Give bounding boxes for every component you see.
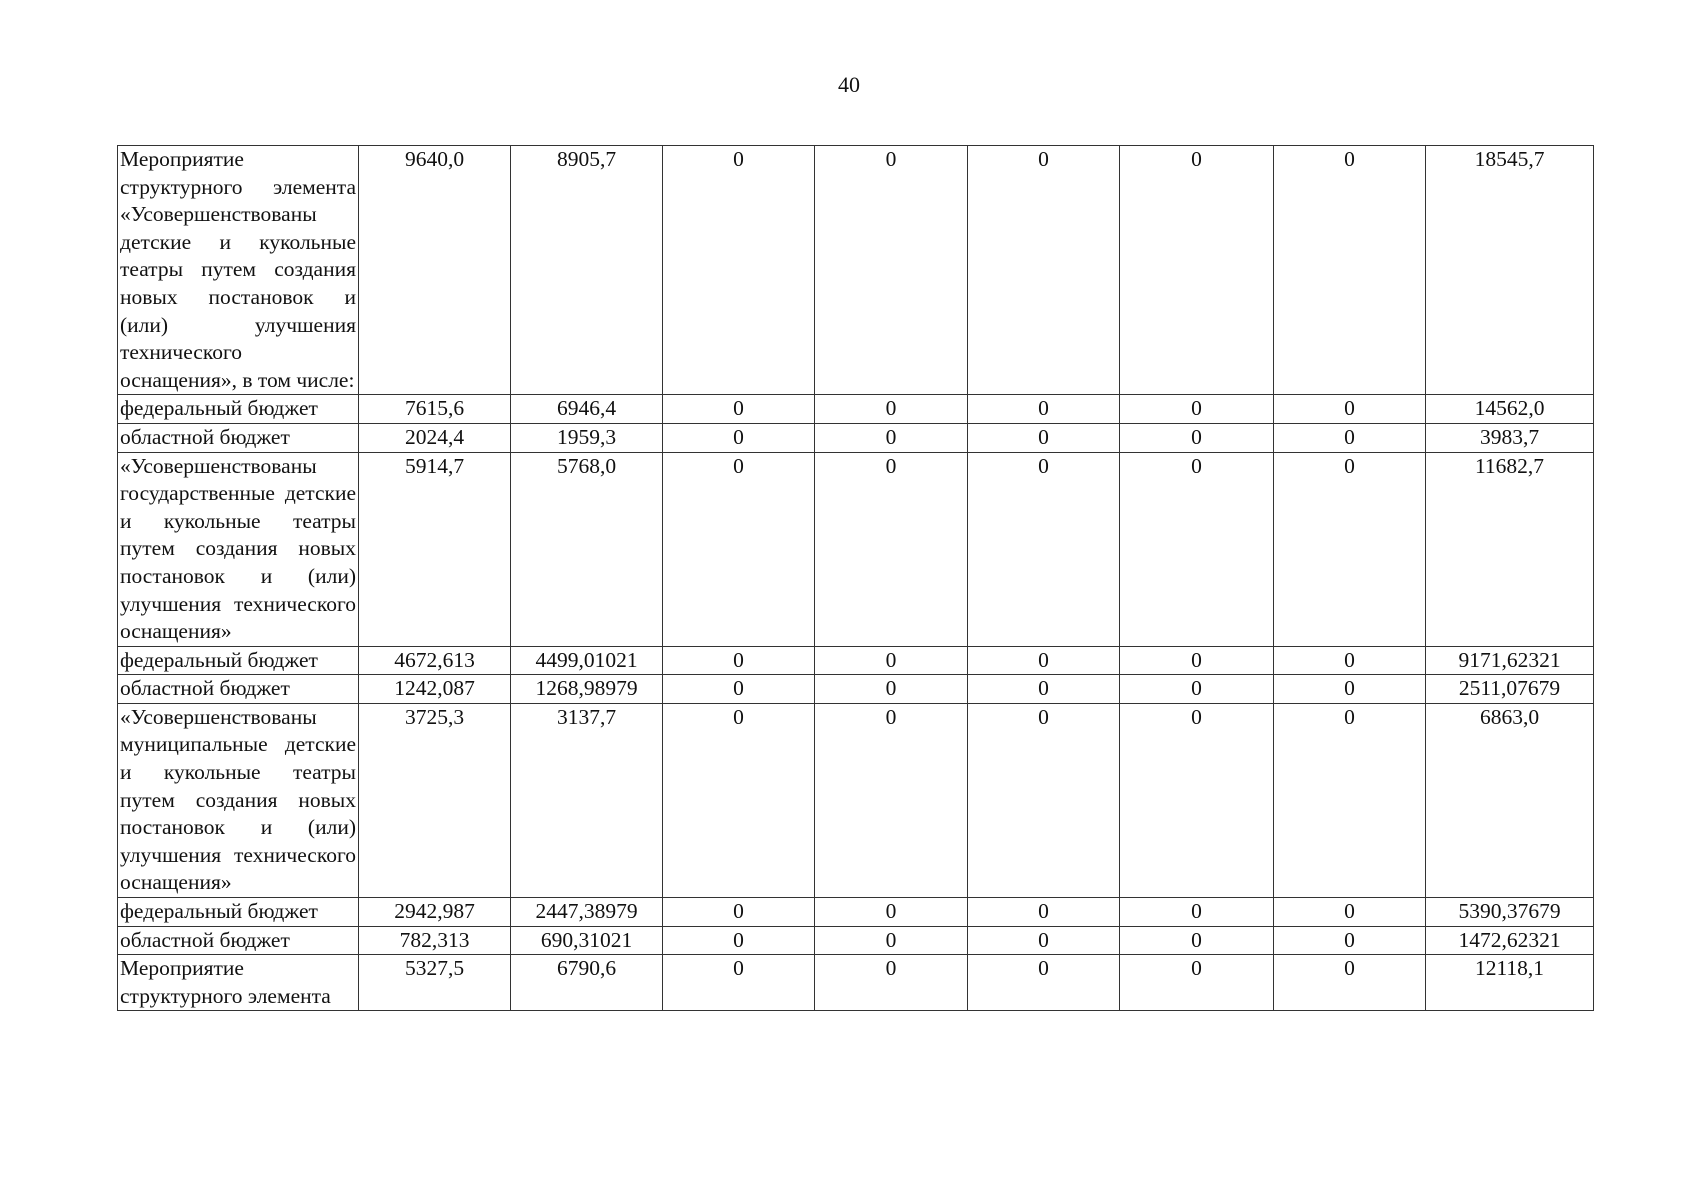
table-row — [118, 898, 1594, 927]
value-cell: 0 — [815, 898, 968, 927]
row-label: «Усовершенствованы муниципальные детские и кукольные театры путем создания новых постановок и (или) улучшения технического оснащения» — [118, 703, 359, 897]
total-cell: 14562,0 — [1426, 395, 1594, 424]
value-cell: 0 — [815, 926, 968, 955]
value-cell: 0 — [663, 646, 815, 675]
table-row — [118, 423, 1594, 452]
value-cell: 0 — [1120, 926, 1274, 955]
value-cell: 782,313 — [359, 926, 511, 955]
value-cell: 7615,6 — [359, 395, 511, 424]
value-cell: 0 — [663, 703, 815, 897]
value-cell: 5327,5 — [359, 955, 511, 1011]
value-cell: 0 — [663, 146, 815, 395]
value-cell: 2024,4 — [359, 423, 511, 452]
value-cell: 0 — [968, 703, 1120, 897]
value-cell: 0 — [1274, 646, 1426, 675]
value-cell: 6946,4 — [511, 395, 663, 424]
value-cell: 0 — [663, 898, 815, 927]
value-cell: 0 — [968, 926, 1120, 955]
value-cell: 0 — [1120, 452, 1274, 646]
row-label: «Усовершенствованы государственные детские и кукольные театры путем создания новых постановок и (или) улучшения технического оснащения» — [118, 452, 359, 646]
value-cell: 0 — [968, 423, 1120, 452]
value-cell: 0 — [815, 675, 968, 704]
value-cell: 0 — [815, 423, 968, 452]
value-cell: 0 — [663, 675, 815, 704]
total-cell: 5390,37679 — [1426, 898, 1594, 927]
value-cell: 0 — [1274, 955, 1426, 1011]
row-label: областной бюджет — [118, 423, 359, 452]
value-cell: 0 — [1120, 423, 1274, 452]
total-cell: 18545,7 — [1426, 146, 1594, 395]
row-label: федеральный бюджет — [118, 395, 359, 424]
total-cell: 1472,62321 — [1426, 926, 1594, 955]
value-cell: 0 — [1274, 146, 1426, 395]
value-cell: 2447,38979 — [511, 898, 663, 927]
value-cell: 0 — [968, 898, 1120, 927]
value-cell: 0 — [1274, 452, 1426, 646]
value-cell: 0 — [1120, 395, 1274, 424]
value-cell: 1959,3 — [511, 423, 663, 452]
table-row — [118, 146, 1594, 395]
row-label: областной бюджет — [118, 675, 359, 704]
value-cell: 0 — [1120, 146, 1274, 395]
value-cell: 4672,613 — [359, 646, 511, 675]
value-cell: 0 — [815, 452, 968, 646]
value-cell: 3137,7 — [511, 703, 663, 897]
value-cell: 5768,0 — [511, 452, 663, 646]
table-row — [118, 646, 1594, 675]
value-cell: 0 — [968, 675, 1120, 704]
value-cell: 0 — [1274, 675, 1426, 704]
table-row — [118, 955, 1594, 1011]
value-cell: 0 — [815, 646, 968, 675]
table-row — [118, 452, 1594, 646]
value-cell: 4499,01021 — [511, 646, 663, 675]
value-cell: 9640,0 — [359, 146, 511, 395]
value-cell: 0 — [1120, 898, 1274, 927]
value-cell: 0 — [968, 955, 1120, 1011]
value-cell: 0 — [1120, 955, 1274, 1011]
total-cell: 11682,7 — [1426, 452, 1594, 646]
budget-table — [117, 145, 1594, 1011]
value-cell: 6790,6 — [511, 955, 663, 1011]
value-cell: 0 — [968, 646, 1120, 675]
row-label: федеральный бюджет — [118, 646, 359, 675]
value-cell: 690,31021 — [511, 926, 663, 955]
value-cell: 0 — [1120, 675, 1274, 704]
value-cell: 2942,987 — [359, 898, 511, 927]
value-cell: 0 — [1274, 703, 1426, 897]
value-cell: 0 — [1120, 703, 1274, 897]
total-cell: 6863,0 — [1426, 703, 1594, 897]
value-cell: 0 — [815, 955, 968, 1011]
total-cell: 2511,07679 — [1426, 675, 1594, 704]
value-cell: 0 — [1274, 898, 1426, 927]
value-cell: 0 — [815, 395, 968, 424]
value-cell: 0 — [1120, 646, 1274, 675]
value-cell: 0 — [663, 395, 815, 424]
value-cell: 0 — [815, 703, 968, 897]
value-cell: 1242,087 — [359, 675, 511, 704]
value-cell: 0 — [815, 146, 968, 395]
value-cell: 0 — [1274, 926, 1426, 955]
value-cell: 8905,7 — [511, 146, 663, 395]
value-cell: 0 — [968, 395, 1120, 424]
total-cell: 3983,7 — [1426, 423, 1594, 452]
value-cell: 0 — [663, 452, 815, 646]
value-cell: 0 — [968, 146, 1120, 395]
value-cell: 0 — [1274, 423, 1426, 452]
table-row — [118, 926, 1594, 955]
page-number: 40 — [838, 72, 860, 97]
value-cell: 0 — [663, 926, 815, 955]
total-cell: 12118,1 — [1426, 955, 1594, 1011]
value-cell: 0 — [1274, 395, 1426, 424]
table-row — [118, 703, 1594, 897]
value-cell: 1268,98979 — [511, 675, 663, 704]
row-label: федеральный бюджет — [118, 898, 359, 927]
value-cell: 0 — [663, 955, 815, 1011]
value-cell: 0 — [663, 423, 815, 452]
value-cell: 3725,3 — [359, 703, 511, 897]
value-cell: 0 — [968, 452, 1120, 646]
row-label: областной бюджет — [118, 926, 359, 955]
table-row — [118, 395, 1594, 424]
table-row — [118, 675, 1594, 704]
row-label: Мероприятие структурного элемента «Усовершенствованы детские и кукольные театры путем создания новых постановок и (или) улучшения технического оснащения», в том числе: — [118, 146, 359, 395]
value-cell: 5914,7 — [359, 452, 511, 646]
row-label: Мероприятие структурного элемента — [118, 955, 359, 1011]
total-cell: 9171,62321 — [1426, 646, 1594, 675]
